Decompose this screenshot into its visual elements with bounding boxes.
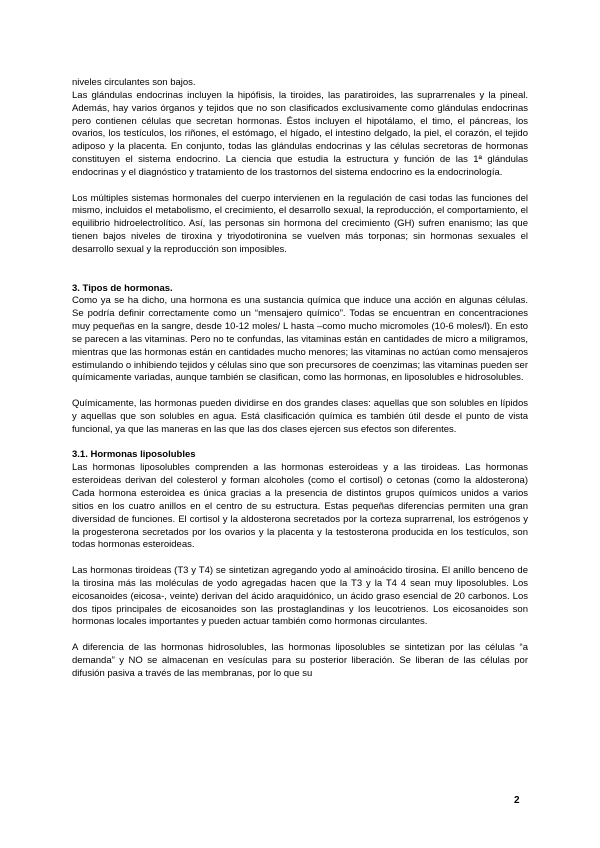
paragraph-continuation: niveles circulantes son bajos.: [72, 77, 196, 88]
paragraph-glands: Las glándulas endocrinas incluyen la hipófisis, la tiroides, las paratiroides, las suprarrenales y la pineal. Además, hay varios órganos y tejidos que no son clasificados exclusivamente como glándulas endocrinas pero contienen células que secretan hormonas. Éstos incluyen el hipotálamo, el timo, el páncreas, los ovarios, los testículos, los riñones, el estómago, el hígado, el intestino delgado, la piel, el corazón, el tejido adiposo y la placenta. En conjunto, todas las glándulas endocrinas y las células secretoras de hormonas constituyen el sistema endocrino. La ciencia que estudia la estructura y función de las 1ª glándulas endocrinas y el diagnóstico y tratamiento de los trastornos del sistema endocrino es la endocrinología.: [72, 89, 528, 178]
paragraph-hormonal-systems: Los múltiples sistemas hormonales del cuerpo intervienen en la regulación de casi todas las funciones del mismo, incluidos el metabolismo, el crecimiento, el desarrollo sexual, la reproducción, el comportamiento, el equilibrio hidroelectrolítico. Así, las personas sin hormona del crecimiento (GH) sufren enanismo; las que tienen bajos niveles de tiroxina y triyodotironina se vuelven más torponas; sin hormonas sexuales el desarrollo sexual y la reproducción son imposibles.: [72, 192, 528, 255]
paragraph-synthesis: A diferencia de las hormonas hidrosolubles, las hormonas liposolubles se sintetizan por las células “a demanda” y NO se almacenan en vesículas para su posterior liberación. Se liberan de las células por difusión pasiva a través de las membranas, por lo que su: [72, 642, 528, 679]
section-3-heading: 3. Tipos de hormonas.: [72, 282, 173, 294]
paragraph-classes: Químicamente, las hormonas pueden dividirse en dos grandes clases: aquellas que son solubles en lípidos y aquellas que son solubles en agua. Está clasificación química es también útil desde el punto de vista funcional, ya que las maneras en las que las dos clases ejercen sus efectos son diferentes.: [72, 398, 528, 435]
paragraph-definition: Como ya se ha dicho, una hormona es una sustancia química que induce una acción en algunas células. Se podría definir correctamente como un “mensajero químico”. Todas se encuentran en concentraciones muy pequeñas en la sangre, desde 10-12 moles/ L hasta –como mucho micromoles (10-6 moles/l). En esto se parecen a las vitaminas. Pero no te confundas, las vitaminas están en cantidades de micro a miligramos, mientras que las hormonas están en cantidades mucho menores; las vitaminas no actúan como mensajeros estimulando o inhibiendo tejidos y células sino que son precursores de coenzimas; las vitaminas pueden ser químicamente variadas, aunque también se clasifican, como las hormonas, en liposolubles e hidrosolubles.: [72, 295, 528, 384]
paragraph-thyroid: Las hormonas tiroideas (T3 y T4) se sintetizan agregando yodo al aminoácido tirosina. El anillo benceno de la tirosina más las moléculas de yodo agregadas hacen que la T3 y la T4 4 sean muy liposolubles. Los eicosanoides (eicosa-, veinte) derivan del ácido araquidónico, un ácido graso esencial de 20 carbonos. Los dos tipos principales de eicosanoides son las prostaglandinas y los leucotrienos. Los eicosanoides son hormonas locales importantes y pueden actuar también como hormonas circulantes.: [72, 565, 528, 628]
section-3-1-heading: 3.1. Hormonas liposolubles: [72, 449, 196, 461]
page-content: [72, 77, 528, 681]
page-number: 2: [514, 795, 520, 806]
paragraph-liposolubles: Las hormonas liposolubles comprenden a las hormonas esteroideas y a las tiroideas. Las hormonas esteroideas derivan del colesterol y forman alcoholes (como el cortisol) o cetonas (como la aldosterona) Cada hormona esteroidea es única gracias a la presencia de distintos grupos químicos unidos a varios sitios en los cuatro anillos en el centro de su estructura. Estas pequeñas diferencias permiten una gran diversidad de funciones. El cortisol y la aldosterona secretados por la corteza suprarrenal, los estrógenos y la progesterona secretados por los ovarios y la placenta y la testosterona producida en los testículos, son todas hormonas esteroideas.: [72, 462, 528, 551]
